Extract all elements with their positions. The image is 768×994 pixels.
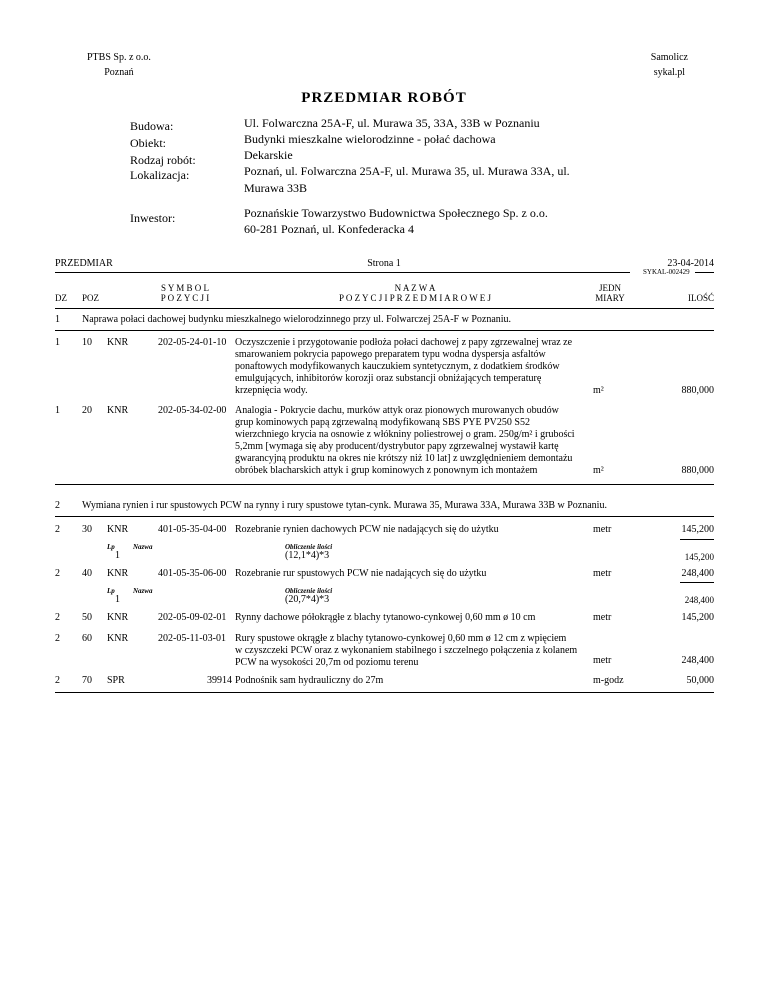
- row-poz: 30: [82, 524, 92, 535]
- calc-obl-label: Obliczenie ilości: [285, 587, 333, 595]
- col-symbol-2: P O Z Y C J I: [160, 293, 210, 303]
- row-description: [235, 405, 600, 477]
- row-unit: metr: [593, 568, 612, 579]
- row-description: Podnośnik sam hydrauliczny do 27m: [235, 675, 384, 686]
- desc-line: w czyszczeki PCW oraz z wykonaniem stabilnego i szczelnego połączenia z kolanem: [235, 645, 578, 656]
- section-dz: 1: [55, 314, 60, 325]
- print-date: 23-04-2014: [667, 258, 714, 269]
- row-poz: 70: [82, 675, 92, 686]
- divider-bottom: [55, 692, 714, 693]
- company-name: PTBS Sp. z o.o.: [87, 52, 151, 63]
- row-symbol: 202-05-09-02-01: [158, 612, 227, 623]
- row-poz: 10: [82, 337, 92, 348]
- page-bar-left: PRZEDMIAR: [55, 258, 113, 269]
- row-knr: KNR: [107, 524, 129, 535]
- calc-lp-label: Lp: [107, 543, 115, 551]
- row-symbol: 202-05-34-02-00: [158, 405, 227, 416]
- row-unit: m²: [593, 385, 604, 396]
- row-knr: KNR: [107, 612, 129, 623]
- row-dz: 1: [55, 405, 60, 416]
- qty-underline: [680, 539, 714, 540]
- desc-line: gwarancyjną produktu na okres nie krótszy niż 10 lat] z uwzględnieniem demontażu: [235, 453, 573, 464]
- calc-formula: (12,1*4)*3: [285, 550, 330, 561]
- row-knr: KNR: [107, 337, 129, 348]
- desc-line: obróbek blacharskich attyk i grup kominowych z ponownym ich montażem: [235, 465, 538, 476]
- col-nazwa-2: P O Z Y C J I P R Z E D M I A R O W E J: [338, 293, 492, 303]
- document-title: PRZEDMIAR ROBÓT: [301, 90, 467, 106]
- row-description: Rozebranie rynien dachowych PCW nie nadających się do użytku: [235, 524, 499, 535]
- calc-nazwa-label: Nazwa: [133, 543, 153, 551]
- desc-line: smarowaniem pokrycia papowego preparatem typu wodna dyspersja asfaltów: [235, 349, 546, 360]
- section-title: Naprawa połaci dachowej budynku mieszkalnego wielorodzinnego przy ul. Folwarczej 25A-F w Poznaniu.: [82, 314, 512, 325]
- row-description: [235, 633, 600, 669]
- row-unit: m-godz: [593, 675, 624, 686]
- divider: [55, 516, 714, 517]
- section-dz: 2: [55, 500, 60, 511]
- row-dz: 2: [55, 568, 60, 579]
- row-unit: m²: [593, 465, 604, 476]
- row-symbol: 401-05-35-06-00: [158, 568, 227, 579]
- obiekt-label: Obiekt:: [130, 136, 166, 150]
- company-city: Poznań: [104, 67, 134, 78]
- desc-line: Analogia - Pokrycie dachu, murków attyk oraz pionowych murowanych obudów: [235, 405, 559, 416]
- row-symbol: 202-05-11-03-01: [158, 633, 226, 644]
- page-number: Strona 1: [367, 258, 401, 269]
- calc-lp: 1: [115, 594, 120, 605]
- col-nazwa-1: N A Z W A: [394, 283, 436, 293]
- software-name: Samolicz: [650, 52, 688, 63]
- software-site: sykal.pl: [653, 67, 686, 78]
- col-jedn-2: MIARY: [595, 293, 625, 303]
- row-qty: 50,000: [686, 675, 714, 686]
- row-description: [235, 337, 600, 397]
- divider-top-tail: [695, 272, 714, 273]
- row-unit: metr: [593, 655, 612, 666]
- row-dz: 2: [55, 675, 60, 686]
- rodzaj-value: Dekarskie: [244, 148, 293, 162]
- calc-formula: (20,7*4)*3: [285, 594, 330, 605]
- calc-result: 248,400: [684, 595, 714, 605]
- lokalizacja-value-1: Poznań, ul. Folwarczna 25A-F, ul. Murawa 35, ul. Murawa 33A, ul.: [244, 164, 570, 178]
- budowa-label: Budowa:: [130, 119, 174, 133]
- row-qty: 880,000: [681, 385, 714, 396]
- col-dz: DZ: [55, 293, 67, 303]
- row-poz: 40: [82, 568, 92, 579]
- row-poz: 50: [82, 612, 92, 623]
- calc-nazwa-label: Nazwa: [133, 587, 153, 595]
- col-ilosc: ILOŚĆ: [687, 293, 714, 303]
- row-dz: 2: [55, 612, 60, 623]
- desc-line: Oczyszczenie i przygotowanie podłoża połaci dachowej z papy zgrzewalnej wraz ze: [235, 337, 573, 348]
- desc-line: 5,2mm [wymaga się aby producent/dystrybutor papy zgrzewalnej wystawił kartę: [235, 441, 559, 452]
- divider: [55, 484, 714, 485]
- row-qty: 880,000: [681, 465, 714, 476]
- row-dz: 1: [55, 337, 60, 348]
- lokalizacja-label: Lokalizacja:: [130, 168, 190, 182]
- desc-line: grup kominowych papą zgrzewalną modyfikowaną SBS PYE PV250 S52: [235, 417, 530, 428]
- divider-header: [55, 308, 714, 309]
- calc-lp-label: Lp: [107, 587, 115, 595]
- desc-line: krzepnięcia wody.: [235, 385, 308, 396]
- row-dz: 2: [55, 524, 60, 535]
- lokalizacja-value-2: Murawa 33B: [244, 181, 307, 195]
- desc-line: wierzchniego krycia na osnowie z włókniny poliestrowej o gram. 250g/m² i grubości: [235, 429, 575, 440]
- obiekt-value: Budynki mieszkalne wielorodzinne - połać dachowa: [244, 132, 496, 146]
- row-knr: KNR: [107, 405, 129, 416]
- row-unit: metr: [593, 524, 612, 535]
- calc-obl-label: Obliczenie ilości: [285, 543, 333, 551]
- budowa-value: Ul. Folwarczna 25A-F, ul. Murawa 35, 33A, 33B w Poznaniu: [244, 116, 540, 130]
- row-knr: KNR: [107, 633, 129, 644]
- inwestor-value-2: 60-281 Poznań, ul. Konfederacka 4: [244, 222, 414, 236]
- row-qty: 248,400: [681, 568, 714, 579]
- calc-result: 145,200: [684, 552, 714, 562]
- row-qty: 248,400: [681, 655, 714, 666]
- desc-line: PCW na wysokości 20,7m od poziomu terenu: [235, 657, 419, 668]
- calc-lp: 1: [115, 550, 120, 561]
- software-block: [651, 50, 688, 80]
- row-symbol: 401-05-35-04-00: [158, 524, 227, 535]
- row-qty: 145,200: [681, 612, 714, 623]
- col-jedn-1: JEDN: [599, 283, 621, 293]
- row-poz: 60: [82, 633, 92, 644]
- desc-line: emulgujących, inhibitorów korozji oraz substancji obniżających temperaturę: [235, 373, 542, 384]
- desc-line: Rury spustowe okrągłe z blachy tytanowo-cynkowej 0,60 mm ø 12 cm z wpięciem: [235, 633, 567, 644]
- row-knr: SPR: [107, 675, 125, 686]
- col-symbol-1: S Y M B O L: [160, 283, 210, 293]
- row-symbol: 202-05-24-01-10: [158, 337, 227, 348]
- row-symbol: 39914: [207, 675, 232, 686]
- divider-top: [55, 272, 630, 273]
- divider: [55, 330, 714, 331]
- row-dz: 2: [55, 633, 60, 644]
- row-unit: metr: [593, 612, 612, 623]
- row-knr: KNR: [107, 568, 129, 579]
- rodzaj-label: Rodzaj robót:: [130, 153, 196, 167]
- desc-line: ponaftowych modyfikowanych kauczukiem syntetycznym, z dodatkiem środków: [235, 361, 560, 372]
- inwestor-value-1: Poznańskie Towarzystwo Budownictwa Społecznego Sp. z o.o.: [244, 206, 548, 220]
- row-qty: 145,200: [681, 524, 714, 535]
- section-title: Wymiana rynien i rur spustowych PCW na rynny i rury spustowe tytan-cynk. Murawa 35, Murawa 33A, Murawa 33B w Poznaniu.: [82, 500, 607, 511]
- sykal-code: SYKAL-002429: [643, 268, 690, 276]
- row-description: Rozebranie rur spustowych PCW nie nadających się do użytku: [235, 568, 487, 579]
- row-poz: 20: [82, 405, 92, 416]
- col-poz: POZ: [82, 293, 100, 303]
- company-block: [87, 50, 151, 80]
- qty-underline: [680, 582, 714, 583]
- inwestor-label: Inwestor:: [130, 211, 176, 225]
- row-description: Rynny dachowe półokrągłe z blachy tytanowo-cynkowej 0,60 mm ø 10 cm: [235, 612, 536, 623]
